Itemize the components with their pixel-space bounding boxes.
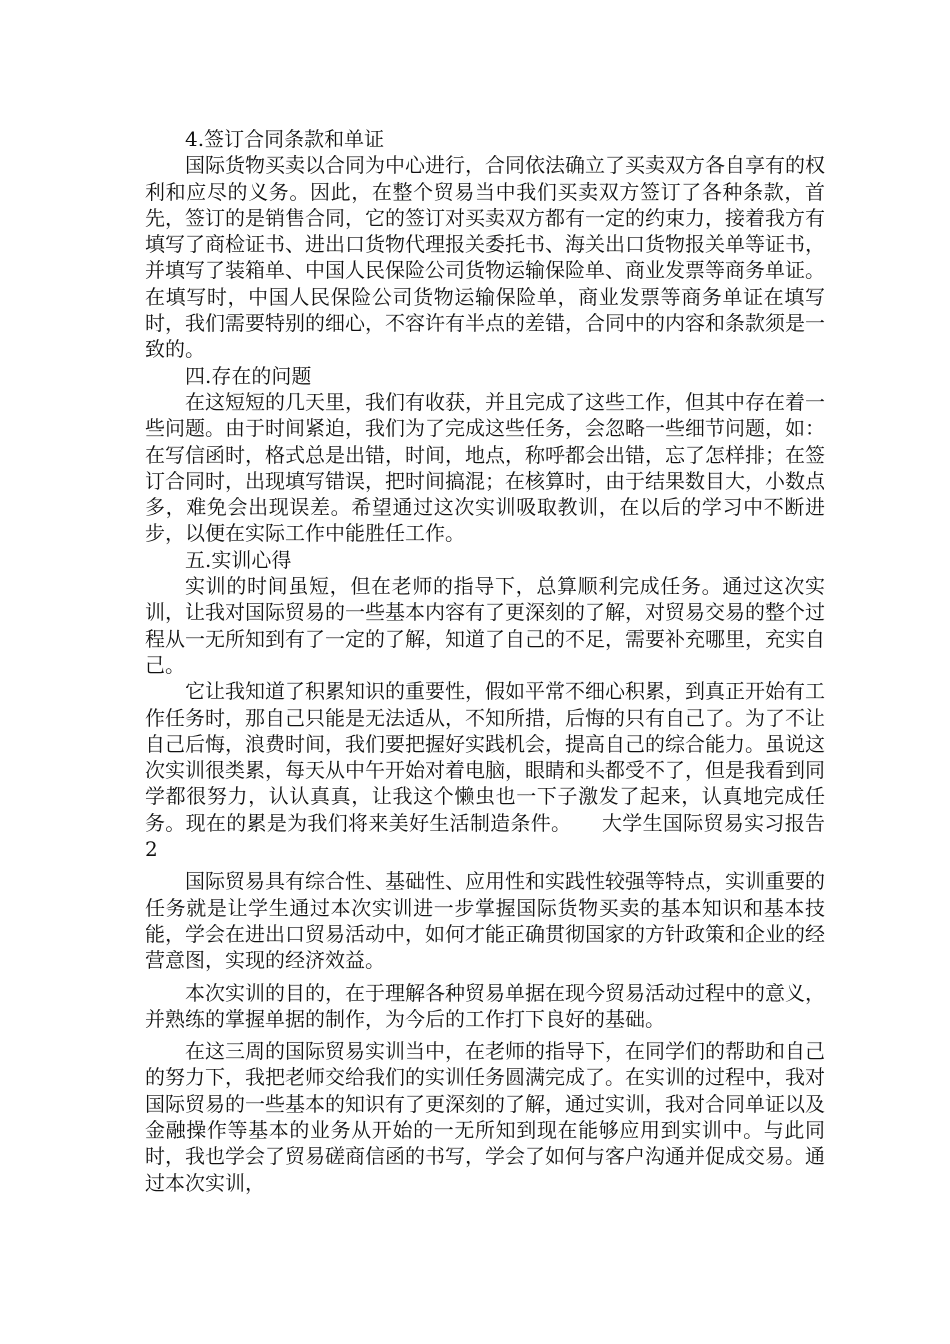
section-heading-experience: 五.实训心得 [185,547,292,572]
document-body [145,126,825,1196]
paragraph-experience-2: 它让我知道了积累知识的重要性，假如平常不细心积累，到真正开始有工作任务时，那自己只能是无法适从，不知所措，后悔的只有自己了。为了不让自己后悔，浪费时间，我们要把握好实践机会，提高自己的综合能力。虽说这次实训很类累，每天从中午开始对着电脑，眼睛和头都受不了，但是我看到同学都很努力，认认真真，让我这个懒虫也一下子激发了起来，认真地完成任务。现在的累是为我们将来美好生活制造条件。 大学生国际贸易实习报告2 [145,679,825,862]
section-heading-sign-contract: 4.签订合同条款和单证 [185,127,385,151]
paragraph-problems: 在这短短的几天里，我们有收获，并且完成了这些工作，但其中存在着一些问题。由于时间紧迫，我们为了完成这些任务，会忽略一些细节问题，如：在写信函时，格式总是出错，时间，地点，称呼都会出错，忘了怎样排；在签订合同时，出现填写错误，把时间搞混；在核算时，由于结果数目大，小数点多，难免会出现误差。希望通过这次实训吸取教训，在以后的学习中不断进步，以便在实际工作中能胜任工作。 [145,389,825,546]
paragraph-report2-intro: 国际贸易具有综合性、基础性、应用性和实践性较强等特点，实训重要的任务就是让学生通过本次实训进一步掌握国际货物买卖的基本知识和基本技能，学会在进出口贸易活动中，如何才能正确贯彻国家的方针政策和企业的经营意图，实现的经济效益。 [145,869,825,973]
paragraph-report2-purpose: 本次实训的目的，在于理解各种贸易单据在现今贸易活动过程中的意义，并熟练的掌握单据的制作，为今后的工作打下良好的基础。 [145,980,825,1031]
section-heading-problems: 四.存在的问题 [185,363,312,388]
paragraph-report2-process: 在这三周的国际贸易实训当中，在老师的指导下，在同学们的帮助和自己的努力下，我把老师交给我们的实训任务圆满完成了。在实训的过程中，我对国际贸易的一些基本的知识有了更深刻的了解，通过实训，我对合同单证以及金融操作等基本的业务从开始的一无所知到现在能够应用到实训中。与此同时，我也学会了贸易磋商信函的书写，学会了如何与客户沟通并促成交易。通过本次实训， [145,1039,825,1195]
paragraph-contract-terms: 国际货物买卖以合同为中心进行，合同依法确立了买卖双方各自享有的权利和应尽的义务。因此，在整个贸易当中我们买卖双方签订了各种条款，首先，签订的是销售合同，它的签订对买卖双方都有一定的约束力，接着我方有填写了商检证书、进出口货物代理报关委托书、海关出口货物报关单等证书，并填写了装箱单、中国人民保险公司货物运输保险单、商业发票等商务单证。在填写时，中国人民保险公司货物运输保险单，商业发票等商务单证在填写时，我们需要特别的细心，不容许有半点的差错，合同中的内容和条款须是一致的。 [145,153,825,362]
paragraph-experience-1: 实训的时间虽短，但在老师的指导下，总算顺利完成任务。通过这次实训，让我对国际贸易的一些基本内容有了更深刻的了解，对贸易交易的整个过程从一无所知到有了一定的了解，知道了自己的不足，需要补充哪里，充实自己。 [145,574,825,677]
